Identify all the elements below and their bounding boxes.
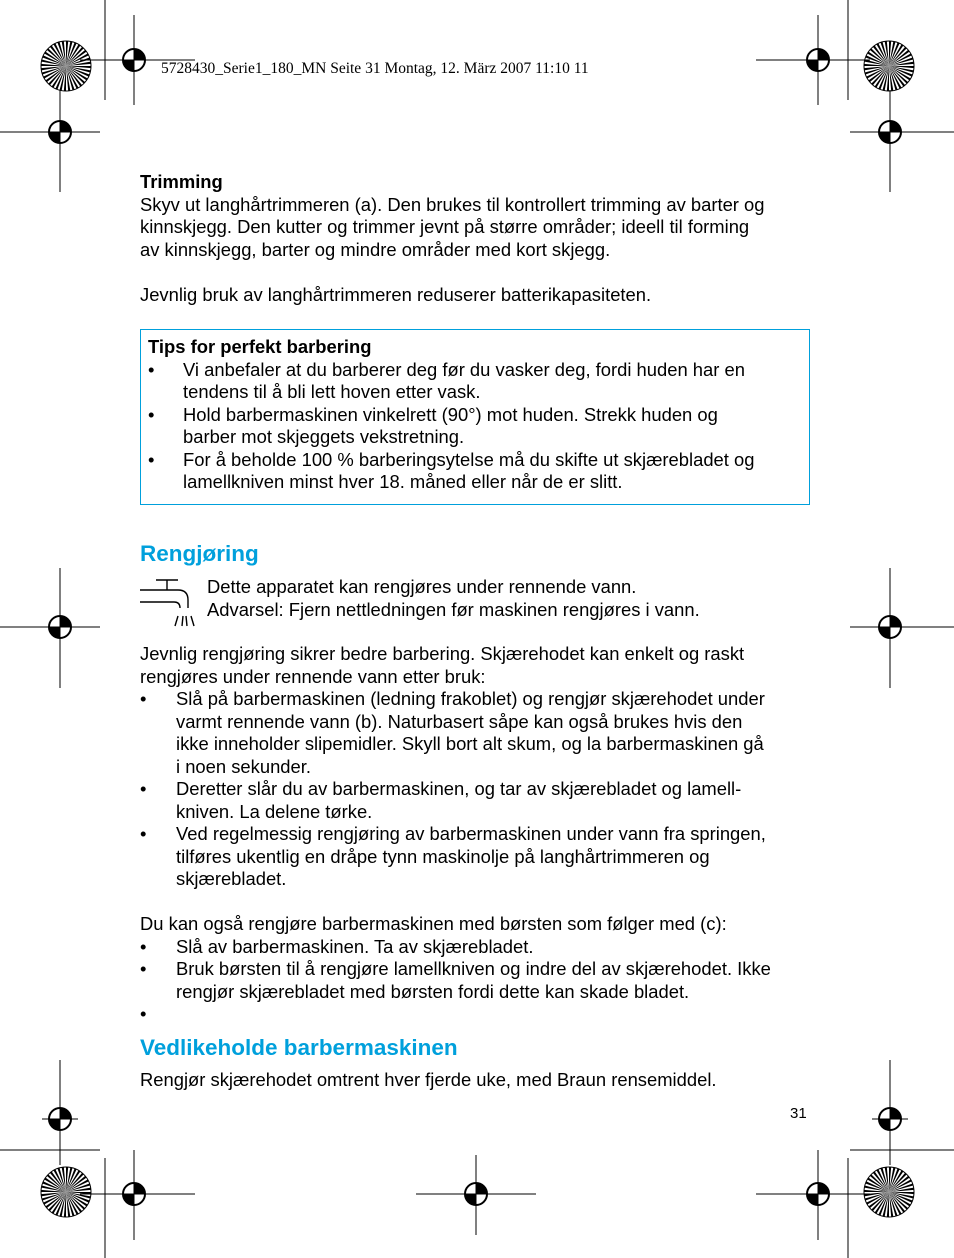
tips-item bbox=[148, 449, 808, 494]
bullet: • bbox=[140, 935, 147, 957]
cleaning-body bbox=[140, 643, 820, 1026]
bullet: • bbox=[148, 358, 155, 380]
bullet: • bbox=[148, 403, 155, 425]
bullet: • bbox=[140, 823, 147, 844]
bullet: • bbox=[140, 1003, 147, 1024]
starburst-target-icon bbox=[864, 1167, 914, 1217]
brush-item-line: rengjør skjærebladet med børsten fordi dette kan skade bladet. bbox=[176, 980, 690, 1002]
cleaning-heading: Rengjøring bbox=[140, 541, 259, 566]
tips-item-line: Vi anbefaler at du barberer deg før du vasker deg, fordi huden har en bbox=[183, 358, 745, 380]
cleaning-item-line: ikke inneholder slipemidler. Skyll bort alt skum, og la barbermaskinen gå bbox=[176, 733, 764, 754]
trimming-line: av kinnskjegg, barter og mindre områder med kort skjegg. bbox=[140, 238, 611, 260]
cleaning-item-line: tilføres ukentlig en dråpe tynn maskinolje på langhårtrimmeren og bbox=[176, 845, 710, 867]
cleaning-intro-line: Jevnlig rengjøring sikrer bedre barbering. Skjærehodet kan enkelt og raskt bbox=[140, 643, 745, 664]
brush-item bbox=[140, 1003, 820, 1026]
maintenance-heading: Vedlikeholde barbermaskinen bbox=[140, 1035, 458, 1060]
cleaning-item bbox=[140, 778, 820, 823]
tips-item bbox=[148, 404, 808, 449]
cleaning-item bbox=[140, 823, 820, 891]
brush-item bbox=[140, 936, 820, 959]
cleaning-item-line: skjærebladet. bbox=[176, 868, 287, 889]
tips-item bbox=[148, 359, 808, 404]
bullet: • bbox=[148, 448, 155, 470]
cleaning-icon-line: Dette apparatet kan rengjøres under rennende vann. bbox=[207, 576, 637, 597]
brush-intro: Du kan også rengjøre barbermaskinen med børsten som følger med (c): bbox=[140, 913, 727, 934]
cleaning-item-line: Ved regelmessig rengjøring av barbermaskinen under vann fra springen, bbox=[176, 823, 766, 844]
trimming-line: Skyv ut langhårtrimmeren (a). Den brukes til kontrollert trimming av barter og bbox=[140, 193, 765, 215]
cleaning-item-line: Slå på barbermaskinen (ledning frakoblet) og rengjør skjærehodet under bbox=[176, 688, 765, 709]
print-header: 5728430_Serie1_180_MN Seite 31 Montag, 12. März 2007 11:10 11 bbox=[161, 60, 589, 77]
starburst-target-icon bbox=[41, 41, 91, 91]
maintenance-text: Rengjør skjærehodet omtrent hver fjerde uke, med Braun rensemiddel. bbox=[140, 1069, 717, 1090]
cleaning-icon-note bbox=[207, 576, 817, 621]
tips-title: Tips for perfekt barbering bbox=[148, 336, 372, 357]
cleaning-item-line: varmt rennende vann (b). Naturbasert såpe kan også brukes hvis den bbox=[176, 710, 743, 732]
bullet: • bbox=[140, 778, 147, 799]
trimming-section bbox=[140, 171, 820, 306]
bullet: • bbox=[140, 688, 147, 709]
trimming-note: Jevnlig bruk av langhårtrimmeren reduserer batterikapasiteten. bbox=[140, 283, 652, 305]
starburst-target-icon bbox=[41, 1167, 91, 1217]
trimming-line: kinnskjegg. Den kutter og trimmer jevnt på større områder; ideell til forming bbox=[140, 216, 750, 237]
cleaning-item-line: kniven. La delene tørke. bbox=[176, 800, 373, 822]
brush-item bbox=[140, 958, 820, 1003]
bullet: • bbox=[140, 958, 147, 979]
tips-item-line: Hold barbermaskinen vinkelrett (90°) mot huden. Strekk huden og bbox=[183, 403, 718, 425]
brush-item-line: Slå av barbermaskinen. Ta av skjærebladet. bbox=[176, 935, 534, 957]
page-number: 31 bbox=[790, 1105, 807, 1122]
tips-item-line: tendens til å bli lett hoven etter vask. bbox=[183, 381, 481, 402]
tips-item-line: For å beholde 100 % barberingsytelse må du skifte ut skjærebladet og bbox=[183, 448, 755, 470]
starburst-target-icon bbox=[864, 41, 914, 91]
tips-content bbox=[148, 336, 808, 494]
tips-item-line: lamellkniven minst hver 18. måned eller når de er slitt. bbox=[183, 471, 623, 492]
cleaning-item bbox=[140, 688, 820, 778]
cleaning-icon-line: Advarsel: Fjern nettledningen før maskinen rengjøres i vann. bbox=[207, 598, 700, 620]
brush-item-line: Bruk børsten til å rengjøre lamellkniven og indre del av skjærehodet. Ikke bbox=[176, 958, 771, 979]
trimming-title: Trimming bbox=[140, 171, 223, 192]
cleaning-intro-line: rengjøres under rennende vann etter bruk: bbox=[140, 665, 486, 687]
cleaning-item-line: i noen sekunder. bbox=[176, 755, 311, 777]
cleaning-item-line: Deretter slår du av barbermaskinen, og tar av skjærebladet og lamell- bbox=[176, 778, 742, 799]
tips-item-line: barber mot skjeggets vekstretning. bbox=[183, 426, 465, 447]
water-tap-icon bbox=[140, 576, 196, 628]
